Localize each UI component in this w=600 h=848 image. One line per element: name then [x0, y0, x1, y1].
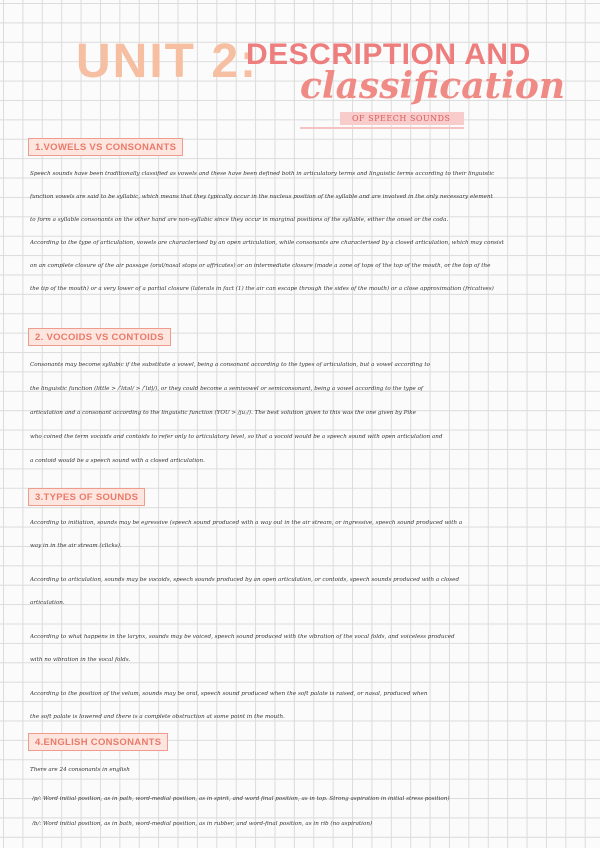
paragraph-line: According to initiation, sounds may be egressive (speech sound produced with a way out in the air stream, or ingressive, speech sound produced with a: [30, 520, 463, 526]
paragraph-line: way in in the air stream (clicks).: [30, 543, 122, 549]
paragraph-line: the tip of the mouth) or a very lower of a partial closure (laterals in fact (1) the air can escape through the sides of the mouth) or a close approximation (fricatives): [30, 286, 494, 292]
paragraph-line: Speech sounds have been traditionally classified as vowels and these have been defined both in articulatory terms and linguistic terms according to their linguistic: [30, 171, 495, 177]
section-heading-types-of-sounds: 3.TYPES OF SOUNDS: [28, 488, 145, 506]
paragraph-line: According to what happens in the larynx, sounds may be voiced, speech sound produced with the vibration of the vocal folds, and voiceless produced: [30, 634, 455, 640]
section-heading-vocoids-contoids: 2. VOCOIDS VS CONTOIDS: [28, 328, 171, 346]
paragraph-line: articulation.: [30, 600, 65, 606]
consonant-entry-b: /b/: Word initial position, as in bath, word-medial position, as in rubber, and word-final position, as in rib (no aspiration): [32, 821, 373, 827]
paragraph-line: the soft palate is lowered and there is a complete obstruction at some point in the mouth.: [30, 714, 285, 720]
unit-title: UNIT 2:: [76, 35, 258, 88]
paragraph-line: According to the position of the velum, sounds may be oral, speech sound produced when the soft palate is raised, or nasal, produced when: [30, 691, 428, 697]
paragraph-line: Consonants may become syllabic if the substitute a vowel, being a consonant according to the types of articulation, but a vowel according to: [30, 362, 431, 368]
section-heading-english-consonants: 4.ENGLISH CONSONANTS: [28, 733, 168, 751]
consonant-entry-p: /p/: Word initial position, as in path, word-medial position, as in spirit, and word final position, as in top. Strong aspiration in initial stress position): [32, 796, 450, 802]
title-subtitle: OF SPEECH SOUNDS: [340, 112, 464, 125]
paragraph-line: According to articulation, sounds may be vocoids, speech sounds produced by an open articulation, or contoids, speech sounds produced with a closed: [30, 577, 460, 583]
section-heading-vowels-consonants: 1.VOWELS VS CONSONANTS: [28, 138, 183, 156]
paragraph-line: function vowels are said to be syllabic, which means that they typically occur in the nucleus position of the syllable and are involved in the only necessary element: [30, 194, 493, 200]
paragraph-line: There are 24 consonants in english: [30, 767, 130, 773]
title-description: DESCRIPTION AND: [246, 38, 531, 71]
paragraph-line: the linguistic function (little > /ˈlɪtəl/ > /ˈlɪtl̩/), or they could become a semivowel or semiconsonant, being a vowel according to the type of: [30, 386, 424, 392]
paragraph-line: who coined the term vocoids and contoids to refer only to articulatory level, so that a vocoid would be a speech sound with open articulation and: [30, 434, 443, 440]
paragraph-line: a contoid would be a speech sound with a closed articulation.: [30, 458, 205, 464]
paragraph-line: According to the type of articulation, vowels are characterised by an open articulation, while consonants are characterised by a closed articulation, which may consist: [30, 240, 504, 246]
paragraph-line: to form a syllable consonants on the other hand are non-syllabic since they occur in marginal positions of the syllable, either the onset or the coda.: [30, 217, 449, 223]
paragraph-line: articulation and a consonant according to the linguistic function (YOU > /juː/). The best solution given to this was the one given by Pike: [30, 410, 416, 416]
paragraph-line: with no vibration in the vocal folds.: [30, 657, 131, 663]
title-underline: [300, 127, 464, 129]
title-classification: classification: [300, 65, 566, 107]
paragraph-line: on an complete closure of the air passage (oral/nasal stops or affricates) or an intermediate closure (made a zone of tops of the top of the mouth, or the top of the: [30, 263, 491, 269]
